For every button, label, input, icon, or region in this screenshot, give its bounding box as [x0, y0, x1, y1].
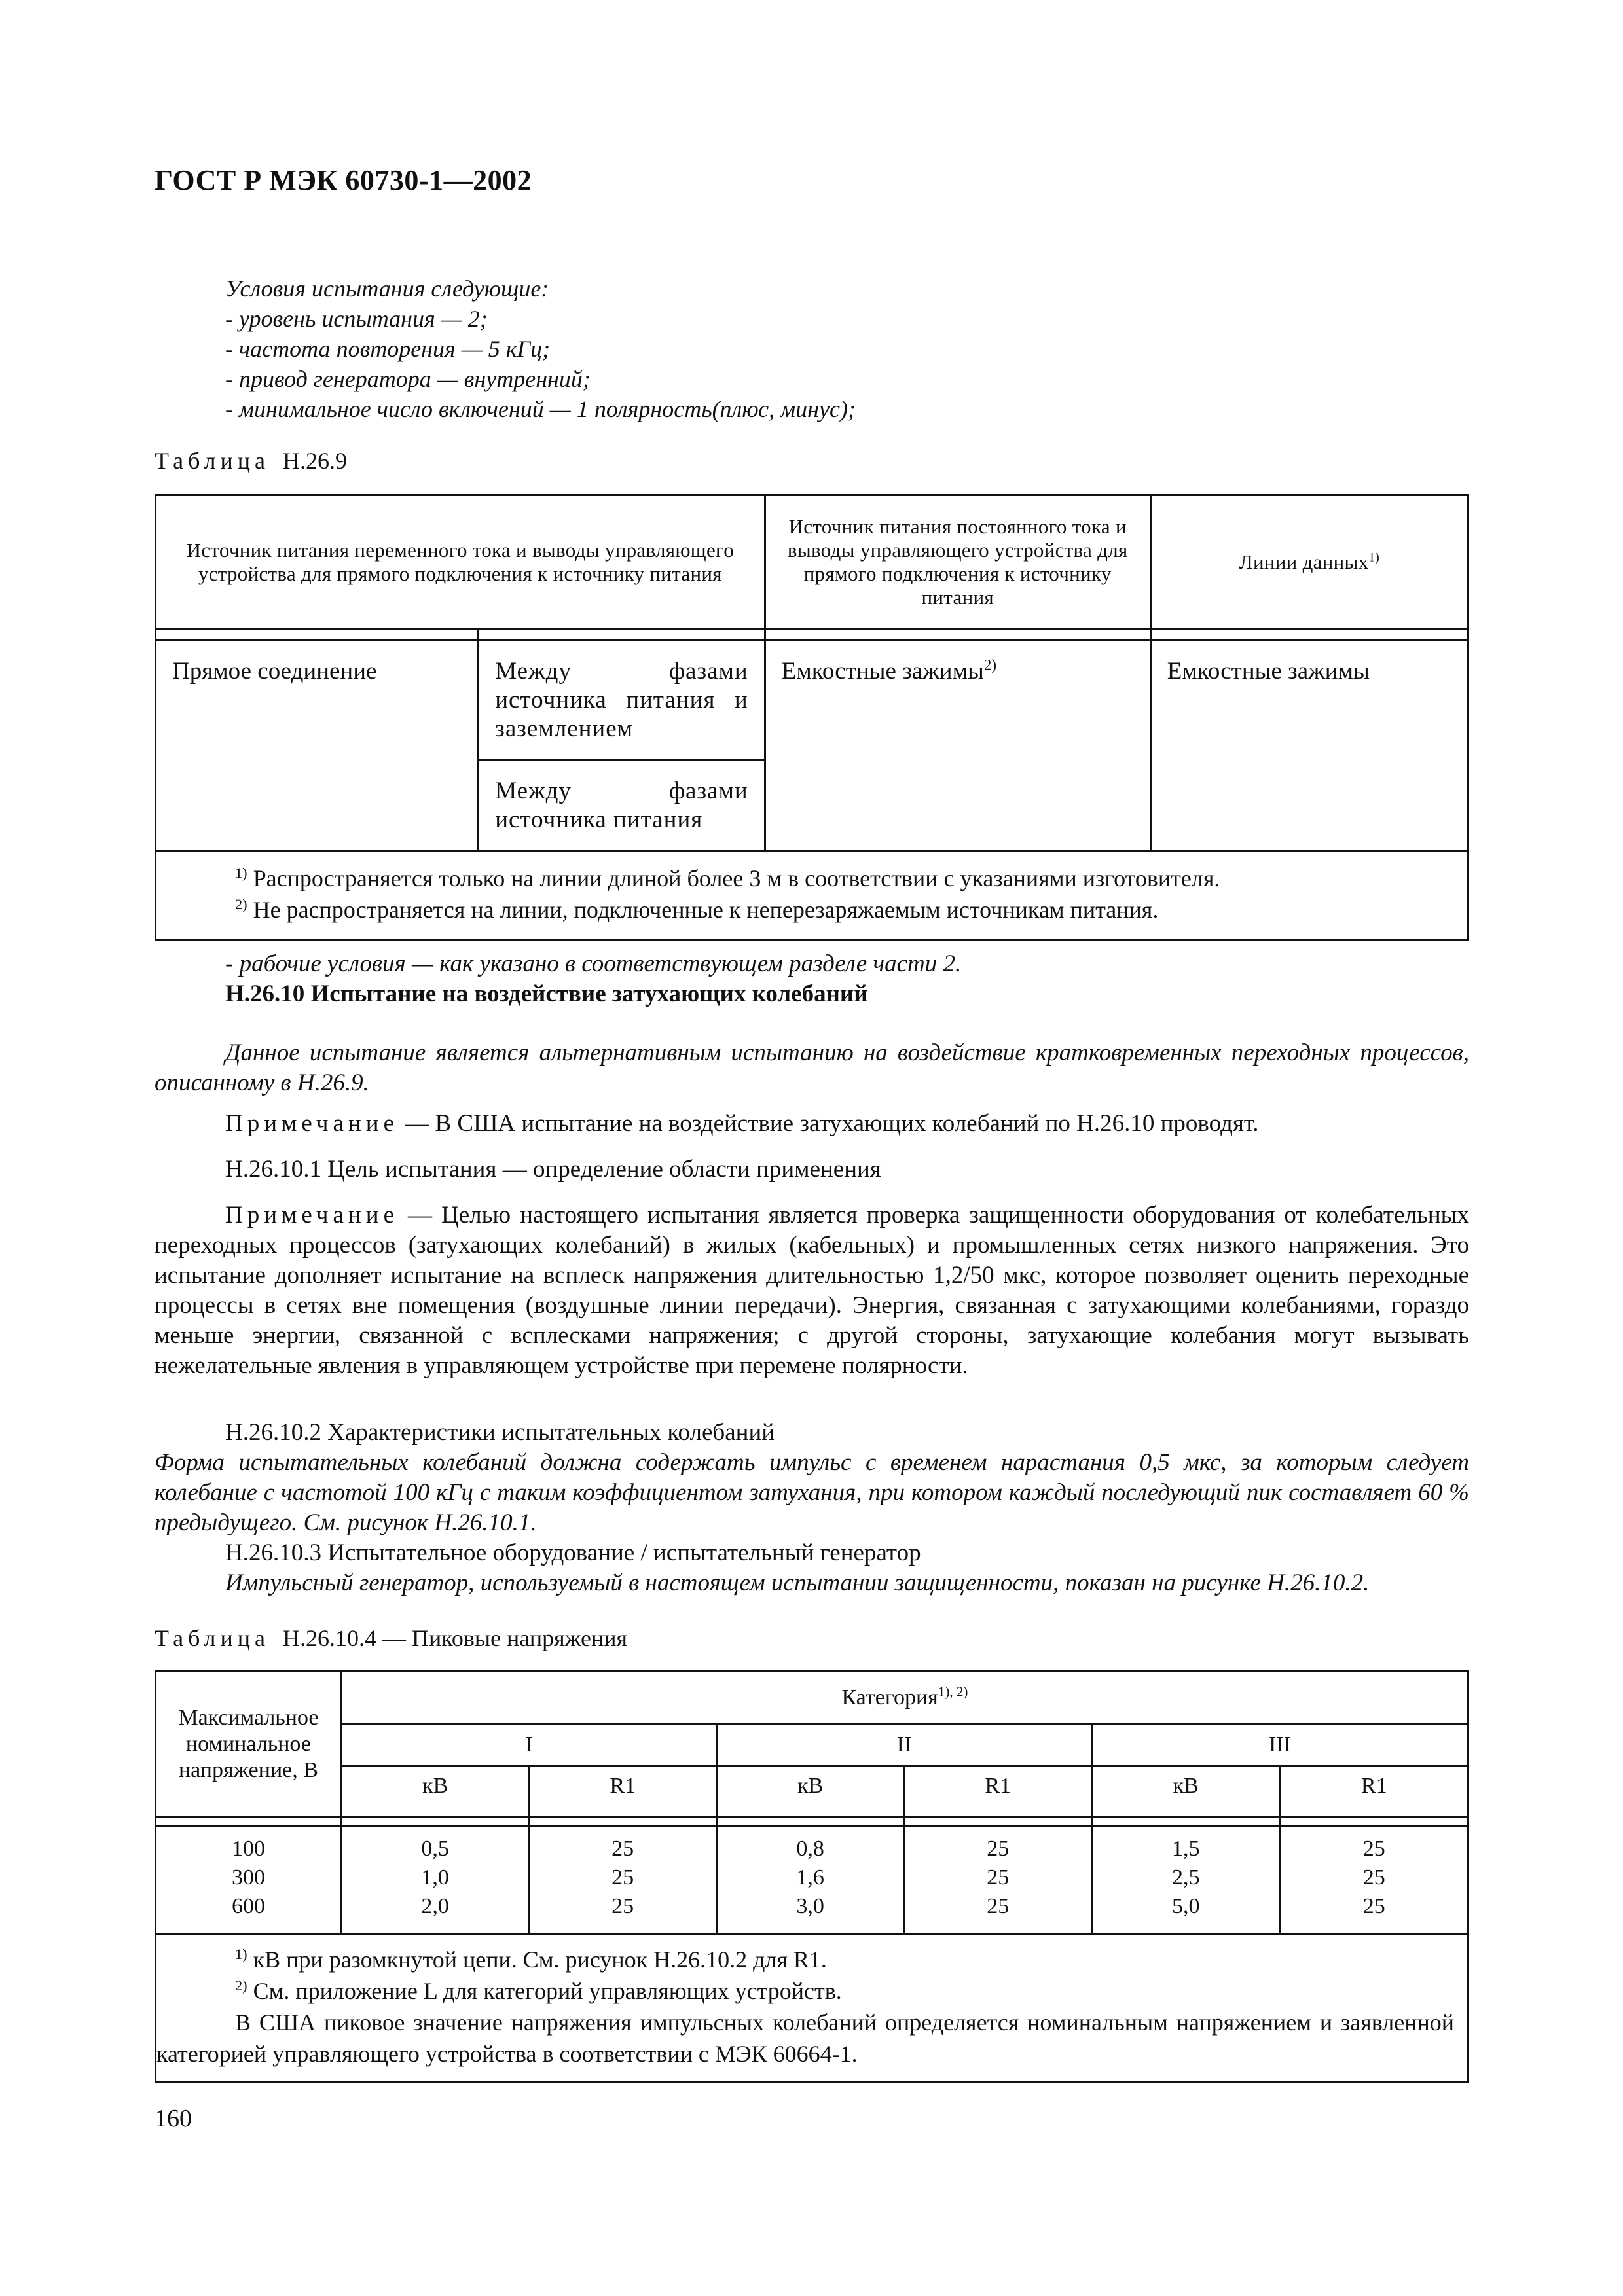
cell-value: 5,0 [1171, 1894, 1200, 1918]
test-conditions-list [225, 274, 856, 424]
note-label: Примечание [225, 1202, 399, 1229]
unit-r1: R1 [1280, 1766, 1468, 1818]
direct-connection-cell: Прямое соединение [156, 641, 479, 852]
header-ac-power: Источник питания переменного тока и выводы управляющего устройства для прямого подключения к источнику питания [156, 495, 765, 630]
table2-cat-row [156, 1725, 1468, 1766]
footnote [235, 1944, 1454, 1975]
note-text: — В США испытание на воздействие затухающих колебаний по H.26.10 проводят. [399, 1110, 1259, 1137]
note-text: — Целью настоящего испытания является проверка защищенности оборудования от колебательных переходных процессов (затухающих колебаний) в жилых (кабельных) и промышленных сетях низкого напряжения. Это испытание дополняет испытание на всплеск напряжения длительностью 1,2/50 мкс, которое позволяет оценить переходные процессы в сетях вне помещения (воздушные линии передачи). Энергия, связанная с затухающими колебаниями, гораздо меньше энергии, связанной с всплесками напряжения; с другой стороны, затухающие колебания могут вызывать нежелательные явления в управляющем устройстве при перемене полярности. [155, 1202, 1469, 1379]
cell-value: 25 [611, 1837, 634, 1861]
cell-value: 0,8 [796, 1837, 824, 1861]
cell-value: 300 [231, 1865, 265, 1890]
cat3-r1-column [1280, 1826, 1468, 1934]
condition-line: Условия испытания следующие: [225, 276, 549, 302]
work-conditions-line: - рабочие условия — как указано в соответствующем разделе части 2. [225, 950, 962, 977]
table1-body-row [156, 641, 1468, 761]
category-header [341, 1672, 1468, 1725]
data-capacitive-cell: Емкостные зажимы [1150, 641, 1468, 852]
category-ii: II [716, 1725, 1091, 1766]
separator-cell [529, 1818, 717, 1826]
footnote [235, 1975, 1454, 2007]
unit-kv: кВ [716, 1766, 904, 1818]
separator-cell [716, 1818, 904, 1826]
cat2-r1-column [904, 1826, 1092, 1934]
header-dc-power: Источник питания постоянного тока и выводы управляющего устройства для прямого подключения к источнику питания [765, 495, 1150, 630]
condition-line: - уровень испытания — 2; [225, 306, 488, 332]
table1-caption-word: Таблица [155, 448, 270, 474]
cell-value: 25 [1362, 1894, 1385, 1918]
condition-line: - частота повторения — 5 кГц; [225, 336, 551, 362]
separator-cell [765, 630, 1150, 641]
table2-caption-word: Таблица [155, 1625, 270, 1651]
paragraph-alternative: Данное испытание является альтернативным испытанию на воздействие кратковременных переходных процессов, описанному в H.26.9. [155, 1039, 1469, 1096]
category-iii: III [1091, 1725, 1468, 1766]
table2-units-row [156, 1766, 1468, 1818]
table1-caption [155, 447, 347, 475]
separator-cell [156, 1818, 342, 1826]
footnote-text: Не распространяется на линии, подключенные к неперезаряжаемым источникам питания. [247, 897, 1159, 923]
dc-capacitive-cell [765, 641, 1150, 852]
cell-value: 25 [1362, 1865, 1385, 1890]
document-header: ГОСТ Р МЭК 60730-1—2002 [155, 164, 532, 196]
footnote-text: кВ при разомкнутой цепи. См. рисунок H.26.10.2 для R1. [247, 1946, 827, 1973]
footnote-mark: 1) [235, 1946, 247, 1962]
cell-value: 2,0 [421, 1894, 449, 1918]
table-h26-9 [155, 494, 1469, 941]
table1-footnote-cell [156, 852, 1468, 940]
subsection-purpose: H.26.10.1 Цель испытания — определение области применения [225, 1156, 881, 1183]
equipment-text: Импульсный генератор, используемый в настоящем испытании защищенности, показан на рисунке H.26.10.2. [225, 1570, 1370, 1596]
cell-value: 2,5 [1171, 1865, 1200, 1890]
cell-value: 25 [611, 1894, 634, 1918]
table2-footnotes [156, 1934, 1468, 2083]
header-data-lines-label: Линии данных [1239, 550, 1369, 573]
table2-footnote-cell [156, 1934, 1468, 2083]
cell-value: 25 [987, 1894, 1010, 1918]
table2-category-row [156, 1672, 1468, 1725]
footnote-text: См. приложение L для категорий управляющих устройств. [247, 1978, 842, 2004]
section-title: H.26.10 Испытание на воздействие затухающих колебаний [225, 980, 868, 1007]
characteristics-text: Форма испытательных колебаний должна содержать импульс с временем нарастания 0,5 мкс, за которым следует колебание с частотой 100 кГц с таким коэффициентом затухания, при котором каждый последующий пик составляет 60 % предыдущего. См. рисунок H.26.10.1. [155, 1449, 1469, 1536]
unit-kv: кВ [1091, 1766, 1280, 1818]
table1-header-row [156, 495, 1468, 630]
phase-ground-cell: Между фазами источника питания и заземлением [479, 641, 765, 761]
footnote-mark: 1), 2) [938, 1683, 968, 1700]
header-data-lines [1150, 495, 1468, 630]
cell-value: 1,0 [421, 1865, 449, 1890]
footnote-mark: 1) [235, 865, 247, 881]
phase-phase-cell: Между фазами источника питания [479, 761, 765, 852]
footnote-usa: В США пиковое значение напряжения импульсных колебаний определяется номинальным напряжением и заявленной категорией управляющего устройства в соответствии с МЭК 60664-1. [156, 2009, 1454, 2067]
note-purpose [155, 1200, 1469, 1381]
max-voltage-header: Максимальное номинальное напряжение, В [156, 1672, 342, 1818]
footnote [235, 863, 1454, 894]
cat3-kv-column [1091, 1826, 1280, 1934]
unit-r1: R1 [904, 1766, 1092, 1818]
table2-data-row [156, 1826, 1468, 1934]
separator-cell [341, 1818, 529, 1826]
footnote [235, 894, 1454, 925]
dc-capacitive-label: Емкостные зажимы [781, 658, 984, 685]
cat1-kv-column [341, 1826, 529, 1934]
separator-cell [904, 1818, 1092, 1826]
page-number: 160 [155, 2105, 192, 2132]
separator-cell [1150, 630, 1468, 641]
table2-caption [155, 1624, 627, 1652]
voltage-column [156, 1826, 342, 1934]
footnote-mark: 2) [235, 896, 247, 912]
subsection-characteristics: H.26.10.2 Характеристики испытательных колебаний [225, 1419, 775, 1446]
table2-separator [156, 1818, 1468, 1826]
separator-cell [156, 630, 479, 641]
footnote-mark: 2) [983, 656, 996, 673]
table1-footnotes [156, 852, 1468, 940]
cell-value: 0,5 [421, 1837, 449, 1861]
cell-value: 1,6 [796, 1865, 824, 1890]
cat2-kv-column [716, 1826, 904, 1934]
condition-line: - минимальное число включений — 1 полярность(плюс, минус); [225, 396, 856, 422]
separator-cell [479, 630, 765, 641]
unit-r1: R1 [529, 1766, 717, 1818]
cat1-r1-column [529, 1826, 717, 1934]
cell-value: 25 [987, 1865, 1010, 1890]
category-label: Категория [841, 1685, 938, 1710]
cell-value: 25 [611, 1865, 634, 1890]
separator-cell [1280, 1818, 1468, 1826]
unit-kv: кВ [341, 1766, 529, 1818]
table1-caption-id: H.26.9 [282, 448, 347, 474]
footnote-text: Распространяется только на линии длиной более 3 м в соответствии с указаниями изготовителя. [247, 865, 1220, 891]
cell-value: 600 [231, 1894, 265, 1918]
subsection-equipment: H.26.10.3 Испытательное оборудование / испытательный генератор [225, 1539, 921, 1566]
category-i: I [341, 1725, 716, 1766]
note-label: Примечание [225, 1110, 399, 1137]
cell-value: 25 [1362, 1837, 1385, 1861]
footnote-mark: 1) [1368, 550, 1380, 565]
separator-cell [1091, 1818, 1280, 1826]
table-h26-10-4 [155, 1670, 1469, 2083]
footnote-mark: 2) [235, 1977, 247, 1994]
condition-line: - привод генератора — внутренний; [225, 366, 591, 392]
cell-value: 1,5 [1171, 1837, 1200, 1861]
table1-separator [156, 630, 1468, 641]
cell-value: 100 [231, 1837, 265, 1861]
table2-caption-rest: H.26.10.4 — Пиковые напряжения [282, 1625, 628, 1651]
note-usa [155, 1109, 1469, 1139]
cell-value: 3,0 [796, 1894, 824, 1918]
cell-value: 25 [987, 1837, 1010, 1861]
